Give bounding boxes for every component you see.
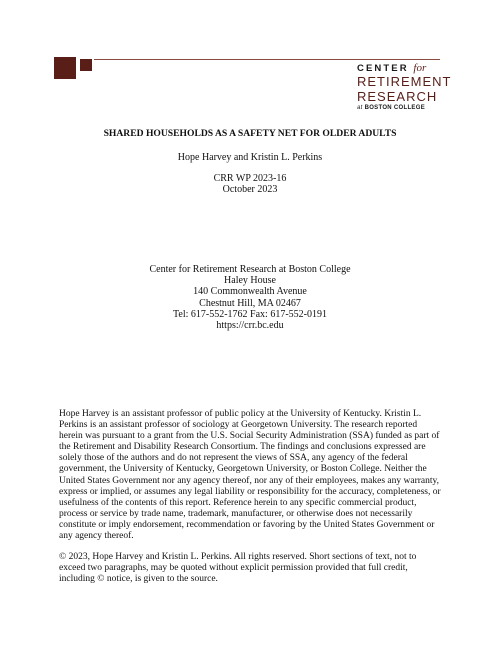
copyright-paragraph: © 2023, Hope Harvey and Kristin L. Perkins. All rights reserved. Short sections of text, not to exceed two paragraphs, may be quoted without explicit permission provided that full credit, including © notice, is given to the source. bbox=[59, 552, 417, 585]
address-url: https://crr.bc.edu bbox=[216, 320, 284, 332]
logo-line-center: CENTER bbox=[357, 63, 409, 74]
header-rule bbox=[94, 59, 440, 60]
decorative-square-large bbox=[54, 57, 76, 79]
logo-line-boston-college: BOSTON COLLEGE bbox=[364, 105, 426, 111]
working-paper-block bbox=[0, 173, 500, 195]
logo-line-research: RESEARCH bbox=[357, 89, 438, 104]
address-block bbox=[0, 264, 500, 331]
address-building: Haley House bbox=[224, 275, 276, 287]
paper-date: October 2023 bbox=[222, 184, 278, 195]
decorative-square-small bbox=[80, 59, 92, 71]
paper-authors: Hope Harvey and Kristin L. Perkins bbox=[177, 152, 323, 163]
crr-logo bbox=[357, 62, 452, 112]
logo-line-retirement: RETIREMENT bbox=[357, 74, 452, 89]
address-city: Chestnut Hill, MA 02467 bbox=[199, 297, 301, 309]
address-phone: Tel: 617-552-1762 Fax: 617-552-0191 bbox=[172, 308, 327, 320]
address-street: 140 Commonwealth Avenue bbox=[193, 286, 307, 298]
address-org: Center for Retirement Research at Boston College bbox=[149, 264, 351, 275]
paper-title: SHARED HOUSEHOLDS AS A SAFETY NET FOR OLDER ADULTS bbox=[103, 128, 397, 139]
logo-line-for: for bbox=[413, 62, 427, 74]
working-paper-number: CRR WP 2023-16 bbox=[213, 173, 287, 184]
disclaimer-paragraph: Hope Harvey is an assistant professor of public policy at the University of Kentucky. Kristin L. Perkins is an assistant professor of sociology at Georgetown University. The research reported herein was pursuant to a grant from the U.S. Social Security Administration (SSA) funded as part of the Retirement and Disability Research Consortium. The findings and conclusions expressed are solely those of the authors and do not represent the views of SSA, any agency of the federal government, the University of Kentucky, Georgetown University, or Boston College. Neither the United States Government nor any agency thereof, nor any of their employees, makes any warranty, express or implied, or assumes any legal liability or responsibility for the accuracy, completeness, or usefulness of the contents of this report. Reference herein to any specific commercial product, process or service by trade name, trademark, manufacturer, or otherwise does not necessarily constitute or imply endorsement, recommendation or favoring by the United States Government or any agency thereof. bbox=[59, 409, 441, 542]
logo-line-at: at bbox=[357, 105, 363, 111]
